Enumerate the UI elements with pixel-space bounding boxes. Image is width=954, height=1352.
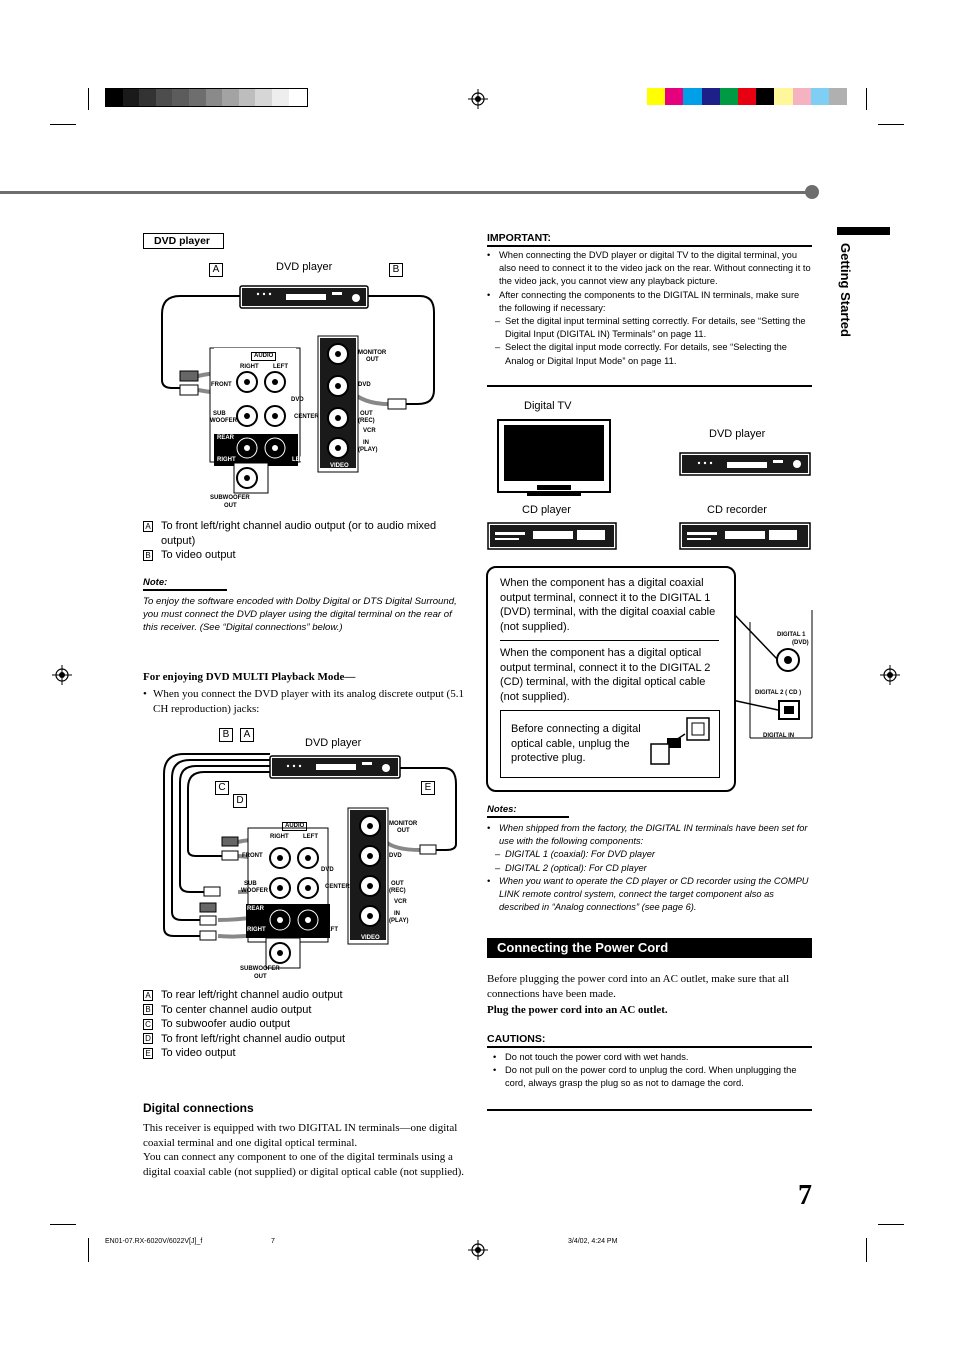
- important-item: • After connecting the components to the DIGITAL IN terminals, make sure the following if necessary:: [487, 289, 800, 313]
- crop-mark: [88, 1238, 89, 1262]
- panel-label-video-dvd: DVD: [389, 853, 402, 859]
- cd-recorder-label: CD recorder: [707, 504, 767, 516]
- callout-divider: [500, 640, 719, 641]
- digital-paragraph: This receiver is equipped with two DIGITAL IN terminals—one digital coaxial terminal and one digital optical terminal. You can connect any component to one of the digital terminals using a digital coaxial cable (not supplied) or digital optical cable (not supplied).: [143, 1122, 465, 1178]
- note-text: To enjoy the software encoded with Dolby Digital or DTS Digital Surround, you must connect the DVD player using the digital terminal on the rear of this receiver. (See “Digital connections” below.): [143, 596, 457, 633]
- tag-a: A: [240, 728, 254, 742]
- caution-item: • Do not pull on the power cord to unplug the cord. When unplugging the cord, always grasp the plug so as not to damage the cord.: [493, 1065, 797, 1089]
- color-swatch: [156, 89, 173, 106]
- legend-item: B To video output: [143, 548, 473, 563]
- legend-item: A To front left/right channel audio output (or to audio mixed: [143, 519, 473, 534]
- color-swatch: [811, 88, 829, 105]
- color-swatch: [189, 89, 206, 106]
- color-swatch: [255, 89, 272, 106]
- color-swatch: [702, 88, 720, 105]
- important-bottom-rule: [487, 385, 812, 387]
- panel-label-vcr-out: OUT: [360, 411, 373, 417]
- dvd-player-label: DVD player: [709, 428, 766, 440]
- important-item: • When connecting the DVD player or digital TV to the digital terminal, you also need to connect it to the video jack on the rear. Without connecting it to the video jack, you cannot view any playback picture.: [487, 250, 811, 287]
- crop-mark: [50, 1224, 76, 1225]
- callout-connector: [728, 600, 818, 740]
- panel-label-left: LEFT: [273, 364, 288, 370]
- note-rule: [143, 589, 227, 591]
- cautions-rule: [487, 1046, 812, 1048]
- multi-heading: For enjoying DVD MULTI Playback Mode—: [143, 671, 356, 683]
- callout-optical-text: When the component has a digital optical output terminal, connect it to the DIGITAL 2 (CD) terminal, with the digital optical cable (not supplied).: [500, 647, 711, 703]
- panel-label-rec: (REC): [358, 418, 375, 424]
- digital2-label: DIGITAL 2 ( CD ): [755, 690, 802, 696]
- color-swatch: [647, 88, 665, 105]
- header-rule-ball: [805, 185, 819, 199]
- color-swatch: [683, 88, 701, 105]
- color-swatch: [272, 89, 289, 106]
- tag-b: B: [389, 263, 403, 277]
- digital-heading: Digital connections: [143, 1101, 254, 1115]
- color-swatch: [172, 89, 189, 106]
- panel-label-rear: REAR: [247, 906, 265, 912]
- color-swatch: [829, 88, 847, 105]
- cd-player-label: CD player: [522, 504, 571, 516]
- notes-rule: [487, 816, 569, 818]
- crop-mark: [88, 88, 89, 110]
- cautions-bottom-rule: [487, 1109, 812, 1111]
- important-rule: [487, 245, 812, 247]
- panel-label-rear-left: LEFT: [292, 457, 307, 463]
- crop-mark: [866, 88, 867, 110]
- panel-label-dvd: DVD: [321, 867, 334, 873]
- grayscale-bar: [105, 88, 308, 107]
- panel-label-vcr-out: OUT: [391, 881, 404, 887]
- dvd-multi-connection-diagram: [160, 744, 460, 984]
- legend-item: A To rear left/right channel audio output: [143, 988, 473, 1003]
- digital1-dvd-label: (DVD): [792, 640, 809, 646]
- note-item: – DIGITAL 2 (optical): For CD player: [495, 862, 647, 873]
- digital-tv-image: [497, 419, 611, 497]
- panel-label-left: LEFT: [303, 834, 318, 840]
- panel-label-woofer: WOOFER: [210, 418, 237, 424]
- panel-label-video: VIDEO: [330, 463, 349, 469]
- footer-page: 7: [271, 1238, 275, 1245]
- dvd-connection-diagram: [150, 258, 450, 516]
- panel-label-front: FRONT: [242, 853, 263, 859]
- dvd-multi-device-label: DVD player: [305, 737, 362, 749]
- tag-c: C: [215, 781, 229, 795]
- panel-label-woofer: WOOFER: [241, 888, 268, 894]
- tag-e: E: [421, 781, 435, 795]
- panel-label-rear-right: RIGHT: [247, 927, 266, 933]
- legend-item: D To front left/right channel audio output: [143, 1032, 473, 1047]
- panel-label-center: CENTER: [294, 414, 319, 420]
- color-swatch: [756, 88, 774, 105]
- digital1-label: DIGITAL 1: [777, 632, 806, 638]
- color-swatch: [206, 89, 223, 106]
- important-title: IMPORTANT:: [487, 232, 551, 244]
- multi-legend: [143, 988, 473, 1061]
- color-swatch: [239, 89, 256, 106]
- panel-label-audio: AUDIO: [251, 352, 276, 361]
- color-swatch: [738, 88, 756, 105]
- panel-label-monitor: MONITOR: [389, 821, 418, 827]
- panel-label-play: (PLAY): [358, 447, 378, 453]
- side-tab-label: Getting Started: [838, 243, 853, 337]
- panel-label-right: RIGHT: [240, 364, 259, 370]
- panel-label-monitor-out: OUT: [366, 357, 379, 363]
- callout-coax-text: When the component has a digital coaxial output terminal, connect it to the DIGITAL 1 (DVD) terminal, with the digital coaxial cable (not supplied).: [500, 577, 716, 633]
- important-list: [487, 249, 812, 368]
- important-item: – Set the digital input terminal setting correctly. For details, see “Setting the Digital Input (DIGITAL IN) Terminals” on page 11.: [495, 316, 806, 340]
- notes-list: [487, 822, 812, 914]
- page-number: 7: [798, 1180, 812, 1211]
- color-swatch: [123, 89, 140, 106]
- panel-label-rear: REAR: [217, 435, 235, 441]
- color-swatch: [139, 89, 156, 106]
- color-swatch: [720, 88, 738, 105]
- panel-label-right: RIGHT: [270, 834, 289, 840]
- panel-label-subwoofer: SUBWOOFER: [210, 495, 250, 501]
- dvd-player-image: [679, 452, 811, 476]
- panel-label-rear-left: LEFT: [323, 927, 338, 933]
- panel-label-sub: SUB: [244, 881, 257, 887]
- dvd1-legend: [143, 519, 473, 563]
- panel-label-vcr: VCR: [394, 899, 407, 905]
- power-paragraph: Before plugging the power cord into an AC outlet, make sure that all connections have been made.: [487, 973, 790, 1000]
- panel-label-in: IN: [394, 911, 400, 917]
- caution-item: • Do not touch the power cord with wet hands.: [493, 1052, 689, 1062]
- digital-tv-label: Digital TV: [524, 400, 572, 412]
- digital-in-label: DIGITAL IN: [763, 733, 795, 739]
- tag-b: B: [219, 728, 233, 742]
- legend-item: B To center channel audio output: [143, 1003, 473, 1018]
- crop-mark: [878, 1224, 904, 1225]
- notes-title: Notes:: [487, 804, 517, 815]
- panel-label-out: OUT: [254, 974, 267, 980]
- color-bar: [647, 88, 849, 105]
- tag-a: A: [209, 263, 223, 277]
- cautions-list: [493, 1051, 811, 1091]
- callout-plug-text: Before connecting a digital optical cable, unplug the protective plug.: [511, 723, 641, 764]
- panel-label-monitor: MONITOR: [358, 350, 387, 356]
- panel-label-center: CENTER: [325, 884, 350, 890]
- cautions-title: CAUTIONS:: [487, 1033, 546, 1045]
- footer-file: EN01-07.RX-6020V/6022V[J]_f: [105, 1238, 203, 1245]
- panel-label-monitor-out: OUT: [397, 828, 410, 834]
- panel-label-subwoofer: SUBWOOFER: [240, 966, 280, 972]
- registration-mark-icon: [880, 665, 900, 685]
- dvd-player-box-label: DVD player: [143, 233, 224, 249]
- power-instruction: Plug the power cord into an AC outlet.: [487, 1004, 668, 1016]
- multi-bullet: • When you connect the DVD player with its analog discrete output (5.1 CH reproduction) jacks:: [143, 688, 464, 715]
- color-swatch: [793, 88, 811, 105]
- side-tab-bar: [837, 227, 890, 235]
- panel-label-vcr: VCR: [363, 428, 376, 434]
- panel-label-video: VIDEO: [361, 935, 380, 941]
- panel-label-rec: (REC): [389, 888, 406, 894]
- protective-plug-icon: [649, 716, 713, 768]
- panel-label-dvd: DVD: [291, 397, 304, 403]
- color-swatch: [665, 88, 683, 105]
- footer-date: 3/4/02, 4:24 PM: [568, 1238, 618, 1245]
- registration-mark-icon: [52, 665, 72, 685]
- color-swatch: [774, 88, 792, 105]
- note-item: – DIGITAL 1 (coaxial): For DVD player: [495, 849, 655, 860]
- crop-mark: [866, 1238, 867, 1262]
- panel-label-audio: AUDIO: [282, 822, 307, 831]
- legend-item: C To subwoofer audio output: [143, 1017, 473, 1032]
- legend-item: E To video output: [143, 1046, 473, 1061]
- power-heading: Connecting the Power Cord: [487, 938, 812, 958]
- note-title: Note:: [143, 577, 168, 588]
- important-item: – Select the digital input mode correctly. For details, see “Selecting the Analog or Digital Input Mode” on page 11.: [495, 342, 787, 366]
- panel-label-play: (PLAY): [389, 918, 409, 924]
- dvd-device-label: DVD player: [276, 261, 333, 273]
- panel-label-front: FRONT: [211, 382, 232, 388]
- tag-d: D: [233, 794, 247, 808]
- cd-recorder-image: [679, 522, 811, 550]
- registration-mark-icon: [468, 1240, 488, 1260]
- panel-label-sub: SUB: [213, 411, 226, 417]
- color-swatch: [289, 89, 306, 106]
- panel-label-in: IN: [363, 440, 369, 446]
- header-rule: [0, 191, 810, 194]
- note-item: • When you want to operate the CD player or CD recorder using the COMPU LINK remote control system, connect the target component also as described in “Analog connections” (see page 6).: [487, 875, 809, 913]
- panel-label-rear-right: RIGHT: [217, 457, 236, 463]
- note-item: • When shipped from the factory, the DIGITAL IN terminals have been set for use with the following components:: [487, 823, 808, 847]
- crop-mark: [878, 124, 904, 125]
- cd-player-image: [487, 522, 617, 550]
- crop-mark: [50, 124, 76, 125]
- registration-mark-icon: [468, 89, 488, 109]
- color-swatch: [106, 89, 123, 106]
- legend-item: output): [161, 534, 196, 547]
- panel-label-out: OUT: [224, 503, 237, 509]
- panel-label-video-dvd: DVD: [358, 382, 371, 388]
- color-swatch: [222, 89, 239, 106]
